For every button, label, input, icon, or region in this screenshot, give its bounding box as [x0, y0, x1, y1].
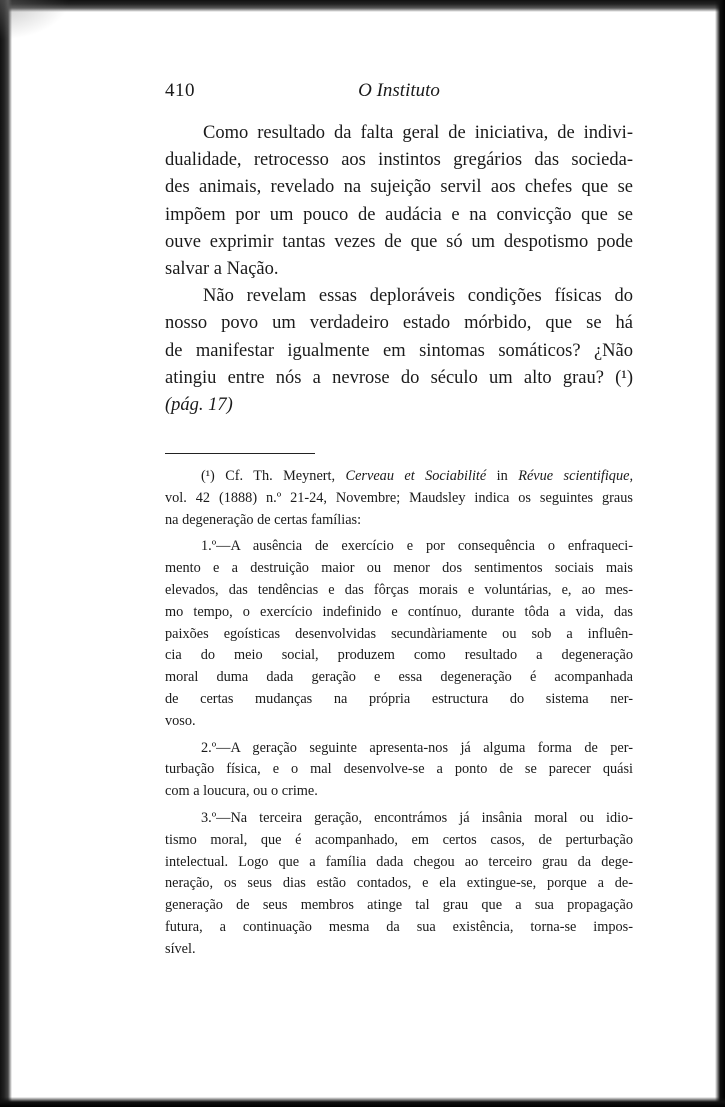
- page-header: [165, 80, 633, 104]
- scan-border-left: [0, 0, 12, 1107]
- body-line: nosso povo um verdadeiro estado mórbido, que se há: [165, 313, 633, 334]
- main-text: [165, 120, 633, 419]
- footnote-line: intelectual. Logo que a família dada chegou ao terceiro grau da dege-: [165, 853, 633, 870]
- footnote-line: tismo moral, que é acompanhado, em certos casos, de perturbação: [165, 831, 633, 848]
- footnote-journal: Révue scientifique,: [518, 468, 634, 484]
- page-number: 410: [165, 80, 195, 101]
- footnote-line: paixões egoísticas desenvolvidas secundàriamente ou sob a influên-: [165, 625, 633, 642]
- footnote-line: com a loucura, ou o crime.: [165, 783, 318, 800]
- body-line: atingiu entre nós a nevrose do século um alto grau? (¹): [165, 367, 633, 388]
- footnote-line: 2.º—A geração seguinte apresenta-nos já alguma forma de per-: [201, 739, 633, 756]
- footnote-line: elevados, das tendências e das fôrças morais e voluntárias, e, ao mes-: [165, 581, 633, 598]
- scan-border-top: [0, 0, 725, 12]
- footnote-line: neração, os seus dias estão contados, e ela extingue-se, porque a de-: [165, 875, 633, 892]
- footnote-line: cia do meio social, produzem como resultado a degeneração: [165, 647, 633, 664]
- footnote-line: moral duma dada geração e essa degeneração é acompanhada: [165, 669, 633, 686]
- footnote-line: na degeneração de certas famílias:: [165, 511, 362, 528]
- footnote-line: sível.: [165, 940, 196, 957]
- body-line: dualidade, retrocesso aos instintos gregários das socieda-: [165, 150, 633, 171]
- footnote-line: futura, a continuação mesma da sua existência, torna-se impos-: [165, 918, 633, 935]
- footnote: [165, 466, 633, 961]
- running-title: O Instituto: [358, 80, 440, 101]
- body-line: impõem por um pouco de audácia e na convicção que se: [165, 204, 633, 225]
- body-line: Não revelam essas deploráveis condições físicas do: [203, 286, 633, 307]
- footnote-line: 3.º—Na terceira geração, encontrámos já insânia moral ou idio-: [201, 809, 633, 826]
- body-line: des animais, revelado na sujeição servil aos chefes que se: [165, 177, 633, 198]
- footnote-rule: [165, 453, 315, 454]
- footnote-line: vol. 42 (1888) n.º 21-24, Novembre; Maudsley indica os seguintes graus: [165, 489, 633, 506]
- scan-border-bottom: [0, 1097, 725, 1107]
- footnote-line: generação de seus membros atinge tal grau que a sua propagação: [165, 897, 633, 914]
- scan-corner-smudge: [0, 0, 70, 40]
- footnote-line: mo tempo, o exercício indefinido e contínuo, durante tôda a vida, das: [165, 603, 633, 620]
- scan-border-right: [715, 0, 725, 1107]
- footnote-line: voso.: [165, 712, 196, 729]
- footnote-marker: (¹) Cf. Th. Meynert,: [201, 468, 336, 484]
- body-line: salvar a Nação.: [165, 258, 279, 279]
- body-line: ouve exprimir tantas vezes de que só um despotismo pode: [165, 231, 633, 252]
- footnote-line: turbação física, e o mal desenvolve-se a ponto de se parecer quási: [165, 761, 633, 778]
- footnote-in: in: [496, 468, 508, 484]
- page-citation: (pág. 17): [165, 394, 233, 415]
- footnote-line: mento e a destruição maior ou menor dos sentimentos sociais mais: [165, 560, 633, 577]
- footnote-line: 1.º—A ausência de exercício e por consequência o enfraqueci-: [201, 538, 633, 555]
- footnote-line: de certas mudanças na própria estructura do sistema ner-: [165, 690, 633, 707]
- body-line: Como resultado da falta geral de iniciativa, de indivi-: [203, 123, 633, 143]
- body-line: de manifestar igualmente em sintomas somáticos? ¿Não: [165, 340, 633, 361]
- footnote-work-title: Cerveau et Sociabilité: [345, 468, 487, 484]
- footnote-line: [165, 466, 633, 488]
